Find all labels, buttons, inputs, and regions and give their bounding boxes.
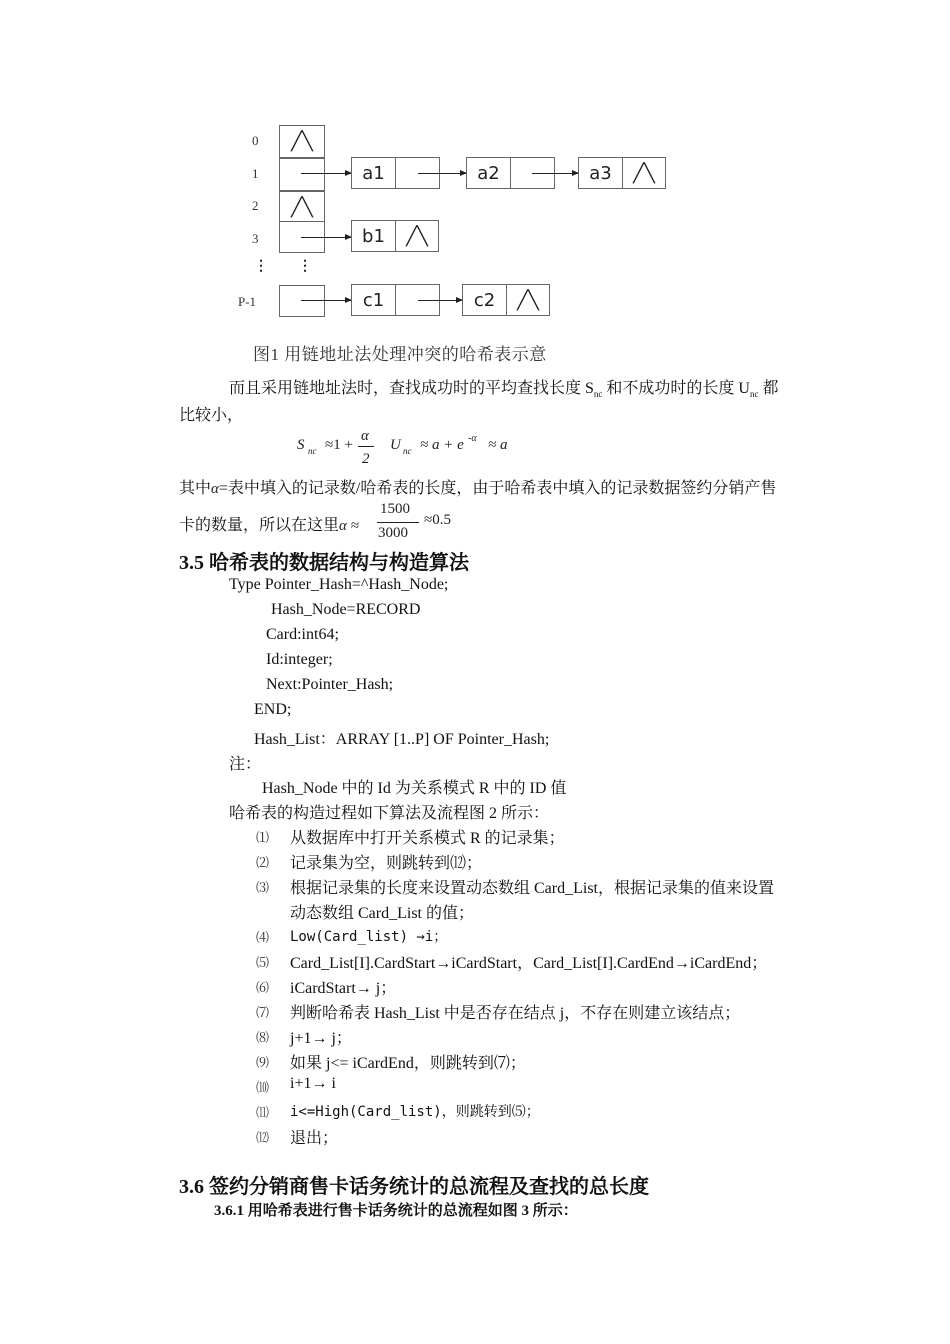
step-number: ⑻ <box>256 1030 270 1045</box>
formula-text: ≈ a + e <box>420 437 464 453</box>
step-number: ⑽ <box>256 1080 270 1095</box>
subscript: nc <box>593 389 603 400</box>
subsection-heading: 3.6.1 用哈希表进行售卡话务统计的总流程如图 3 所示： <box>214 1203 578 1219</box>
subscript: nc <box>308 446 317 456</box>
text-segment: 都 <box>758 380 779 397</box>
nil-icon: ╱╲ <box>406 225 428 247</box>
nil-icon: ╱╲ <box>517 289 539 311</box>
fraction-denominator: 3000 <box>378 525 408 541</box>
head-cell-p-1 <box>279 285 325 317</box>
step-number: ⑷ <box>256 930 270 945</box>
step-text: j+1→ j； <box>290 1030 352 1047</box>
formula-text: ≈ a <box>488 437 508 453</box>
text-segment: 而且采用链地址法时，查找成功时的平均查找长度 S <box>229 380 594 397</box>
pointer-arrow <box>418 300 462 301</box>
chain-nil-cell <box>506 284 550 316</box>
code-line: END; <box>254 701 292 718</box>
row-label-ellipsis: ⋮ <box>254 259 268 274</box>
formula-symbol: U <box>390 437 401 453</box>
step-number: ⑾ <box>256 1105 270 1120</box>
head-cell-1 <box>279 158 325 191</box>
algorithm-intro: 哈希表的构造过程如下算法及流程图 2 所示： <box>229 805 550 822</box>
step-text: Card_List[I].CardStart→iCardStart，Card_List[I].CardEnd→iCardEnd； <box>290 955 768 972</box>
node-label: c2 <box>473 289 496 311</box>
column-ellipsis: ⋮ <box>298 259 312 274</box>
head-cell-2 <box>279 191 325 223</box>
note-text: Hash_Node 中的 Id 为关系模式 R 中的 ID 值 <box>262 780 567 797</box>
step-text: iCardStart→ j； <box>290 980 397 997</box>
text-segment: 和不成功时的长度 U <box>602 380 750 397</box>
step-number: ⑺ <box>256 1005 270 1020</box>
row-label-0: 0 <box>252 133 259 148</box>
code-line: Hash_Node=RECORD <box>271 601 421 618</box>
chain-node-a3 <box>578 157 623 189</box>
node-label: a1 <box>362 162 385 184</box>
node-label: c1 <box>362 289 385 311</box>
formula-symbol: α <box>339 518 347 534</box>
chain-node-c2 <box>462 284 507 316</box>
row-label-2: 2 <box>252 198 259 213</box>
section-heading: 3.5 哈希表的数据结构与构造算法 <box>179 552 469 574</box>
nil-icon: ╱╲ <box>291 196 313 218</box>
step-number: ⑸ <box>256 955 270 970</box>
step-text: 记录集为空，则跳转到⑿； <box>290 855 483 872</box>
row-label-1: 1 <box>252 166 259 181</box>
fraction-bar <box>358 446 374 447</box>
code-line: Id:integer; <box>266 651 333 668</box>
node-label: a3 <box>589 162 612 184</box>
pointer-arrow <box>301 173 351 174</box>
node-label: a2 <box>477 162 500 184</box>
chain-node-a2 <box>466 157 511 189</box>
figure-caption: 图1 用链地址法处理冲突的哈希表示意 <box>253 345 547 364</box>
step-text: 根据记录集的长度来设置动态数组 Card_List，根据记录集的值来设置 <box>290 880 774 897</box>
subscript: nc <box>403 446 412 456</box>
step-text: i<=High(Card_list)，则跳转到⑸； <box>290 1104 540 1120</box>
head-cell-0 <box>279 125 325 158</box>
step-text: 如果 j<= iCardEnd，则跳转到⑺； <box>290 1055 526 1072</box>
code-line: Card:int64; <box>266 626 339 643</box>
step-text: 退出； <box>290 1130 339 1147</box>
fraction-numerator: 1500 <box>380 501 410 517</box>
row-label-3: 3 <box>252 231 259 246</box>
formula-symbol: α <box>211 481 219 497</box>
step-number: ⑵ <box>256 855 270 870</box>
subscript: nc <box>749 389 759 400</box>
step-number: ⑿ <box>256 1130 270 1145</box>
step-text: i+1→ i <box>290 1075 336 1092</box>
pointer-arrow <box>301 300 351 301</box>
step-text-continued: 动态数组 Card_List 的值； <box>290 905 474 922</box>
pointer-arrow <box>301 237 351 238</box>
nil-icon: ╱╲ <box>291 131 313 152</box>
step-number: ⑼ <box>256 1055 270 1070</box>
superscript: -α <box>468 433 477 444</box>
code-line: Type Pointer_Hash=^Hash_Node; <box>229 576 449 593</box>
step-number: ⑶ <box>256 880 270 895</box>
chain-nil-cell <box>395 220 439 252</box>
fraction-bar <box>377 522 419 523</box>
formula-text: ≈0.5 <box>424 512 451 528</box>
pointer-arrow <box>418 173 466 174</box>
section-heading: 3.6 签约分销商售卡话务统计的总流程及查找的总长度 <box>179 1176 649 1198</box>
paragraph-line <box>179 475 776 498</box>
paragraph-line <box>229 375 778 399</box>
fraction-numerator: α <box>361 428 369 444</box>
step-text: 从数据库中打开关系模式 R 的记录集； <box>290 830 565 847</box>
note-label: 注： <box>229 756 262 773</box>
node-label: b1 <box>362 225 385 247</box>
chain-nil-cell <box>622 157 666 189</box>
text-segment: 其中 <box>179 480 212 497</box>
formula-text: ≈ <box>350 518 360 534</box>
step-text: 判断哈希表 Hash_List 中是否存在结点 j，不存在则建立该结点； <box>290 1005 741 1022</box>
step-number: ⑹ <box>256 980 270 995</box>
code-line: Next:Pointer_Hash; <box>266 676 394 693</box>
step-number: ⑴ <box>256 830 270 845</box>
formula-text: ≈1 + <box>325 437 353 453</box>
text-segment: 卡的数量，所以在这里 <box>179 517 340 534</box>
code-line: Hash_List：ARRAY [1..P] OF Pointer_Hash; <box>254 731 550 748</box>
row-label-p-1: P-1 <box>238 294 257 309</box>
text-segment: =表中填入的记录数/哈希表的长度，由于哈希表中填入的记录数据签约分销产售 <box>218 480 777 497</box>
chain-node-c1 <box>351 284 396 316</box>
chain-node-a1 <box>351 157 396 189</box>
step-text: Low(Card_list) →i； <box>290 929 448 945</box>
paragraph-line <box>179 512 359 535</box>
paragraph-line: 比较小， <box>179 407 244 424</box>
fraction-denominator: 2 <box>362 451 370 467</box>
nil-icon: ╱╲ <box>633 162 655 184</box>
pointer-arrow <box>532 173 578 174</box>
formula-symbol: S <box>297 437 305 453</box>
chain-node-b1 <box>351 220 396 252</box>
